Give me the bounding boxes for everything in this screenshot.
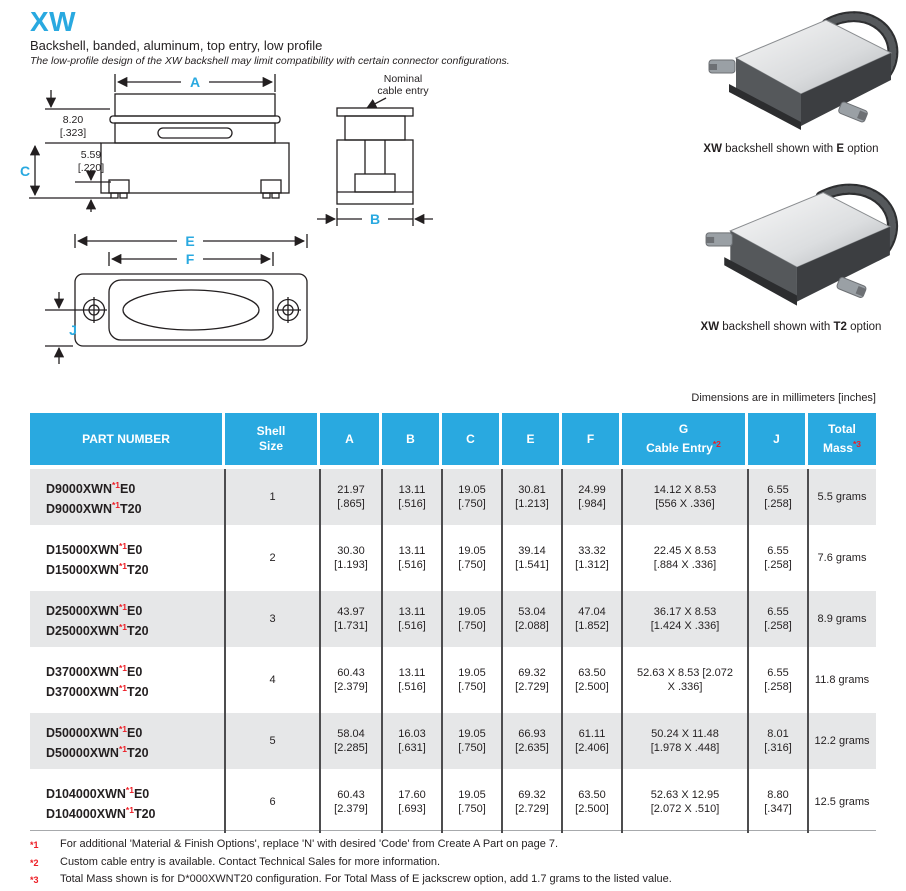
footnote-marker: *1 [30,840,39,850]
table-row [30,774,876,830]
column-divider [381,469,383,833]
dim-j-cell: 6.55 [.258] [764,545,792,571]
dim-c-label: C [19,163,31,179]
table-header [30,413,876,465]
table-row [30,469,876,525]
dim-j-label: J [69,322,77,338]
spec-table [30,413,876,831]
dim-a-label: A [189,74,201,90]
face-view-labels [69,233,195,338]
footnote [30,856,876,871]
dim-j-cell: 8.80 [.347] [764,789,792,815]
total-mass-cell: 12.2 grams [814,735,870,747]
dim-f-cell: 24.99 [.984] [578,484,606,510]
shell-size-cell: 5 [269,735,276,747]
column-divider [621,469,623,833]
part-number-cell: D50000XWN$^{*1}$E0 D50000XWN$^{*1}$T20 [46,723,149,761]
shell-size-cell: 4 [269,674,276,686]
photo-caption-e [676,143,906,155]
part-number-cell: D9000XWN$^{*1}$E0 D9000XWN$^{*1}$T20 [46,479,142,517]
header-shell-size: Shell Size [225,413,320,465]
cable-entry-cell: 14.12 X 8.53 [556 X .336] [653,484,717,510]
part-number-cell: D15000XWN$^{*1}$E0 D15000XWN$^{*1}$T20 [46,540,149,578]
column-divider [747,469,749,833]
shell-size-cell: 3 [269,613,276,625]
dim-559-mm: 5.59 [80,149,102,161]
column-divider [561,469,563,833]
caption-bold: T2 [833,321,847,333]
compatibility-note: The low-profile design of the XW backshell may limit compatibility with certain connector configurations. [30,55,510,67]
total-mass-cell: 7.6 grams [817,552,867,564]
dim-559-in: [.220] [77,162,105,174]
cable-entry-cell: 36.17 X 8.53 [1.424 X .336] [650,606,720,632]
footnote-text: Custom cable entry is available. Contact Technical Sales for more information. [60,855,441,868]
dim-c-cell: 19.05 [.750] [458,667,486,693]
header-f: F [562,413,622,465]
dim-a-cell: 60.43 [2.379] [334,789,368,815]
dim-a-cell: 58.04 [2.285] [334,728,368,754]
dim-b-label: B [369,211,381,227]
column-divider [807,469,809,833]
shell-size-cell: 2 [269,552,276,564]
units-note: Dimensions are in millimeters [inches] [691,392,876,404]
header-j: J [748,413,808,465]
side-view-drawing [29,74,289,212]
dim-c-cell: 19.05 [.750] [458,789,486,815]
dim-b-cell: 13.11 [.516] [398,667,426,693]
table-body [30,469,876,831]
dim-b-cell: 17.60 [.693] [398,789,426,815]
column-divider [224,469,226,833]
dim-a-cell: 30.30 [1.193] [334,545,368,571]
dim-b-cell: 13.11 [.516] [398,545,426,571]
total-mass-cell: 11.8 grams [814,674,870,686]
cable-entry-cell: 52.63 X 12.95 [2.072 X .510] [650,789,720,815]
total-mass-cell: 8.9 grams [817,613,867,625]
dim-c-cell: 19.05 [.750] [458,545,486,571]
cable-entry-cell: 50.24 X 11.48 [1.978 X .448] [650,728,720,754]
part-number-cell: D25000XWN$^{*1}$E0 D25000XWN$^{*1}$T20 [46,601,149,639]
face-view-drawing [45,234,307,364]
header-c: C [442,413,502,465]
caption-text: backshell shown with [719,321,834,333]
side-view-labels [20,74,200,179]
technical-drawings [15,62,485,372]
dim-a-cell: 60.43 [2.379] [334,667,368,693]
dim-j-cell: 6.55 [.258] [764,606,792,632]
dim-e-cell: 53.04 [2.088] [515,606,549,632]
dim-e-cell: 66.93 [2.635] [515,728,549,754]
total-mass-cell: 5.5 grams [817,491,867,503]
caption-bold: E [836,143,845,155]
dim-c-cell: 19.05 [.750] [458,484,486,510]
dim-e-cell: 30.81 [1.213] [515,484,549,510]
caption-text: option [846,321,882,333]
dim-820-in: [.323] [59,127,87,139]
shell-size-cell: 1 [269,491,276,503]
table-row [30,530,876,586]
page-title: XW [30,6,77,37]
part-number-cell: D37000XWN$^{*1}$E0 D37000XWN$^{*1}$T20 [46,662,149,700]
column-divider [319,469,321,833]
dim-e-cell: 39.14 [1.541] [515,545,549,571]
cable-entry-label-2: cable entry [377,85,429,97]
dim-f-cell: 61.11 [2.406] [575,728,609,754]
dim-j-cell: 8.01 [.316] [764,728,792,754]
header-b: B [382,413,442,465]
dim-a-cell: 43.97 [1.731] [334,606,368,632]
table-row [30,591,876,647]
dim-b-cell: 16.03 [.631] [398,728,426,754]
caption-text: backshell shown with [721,143,837,155]
dim-820-mm: 8.20 [62,114,84,126]
table-row [30,652,876,708]
cable-entry-cell: 52.63 X 8.53 [2.072 X .336] [636,667,734,693]
caption-text: option [844,143,879,155]
header-total-mass: Total Mass$^{*3}$ [808,413,876,465]
dim-b-cell: 13.11 [.516] [398,606,426,632]
footnote [30,838,876,853]
dim-f-cell: 47.04 [1.852] [575,606,609,632]
dim-e-cell: 69.32 [2.729] [515,789,549,815]
shell-size-cell: 6 [269,796,276,808]
dim-j-cell: 6.55 [.258] [764,667,792,693]
footnote-marker: *2 [30,857,39,868]
cable-entry-drawing [317,98,433,226]
dim-f-cell: 63.50 [2.500] [575,667,609,693]
footnote-text: For additional 'Material & Finish Options', replace 'N' with desired 'Code' from Create A Part on page 7. [60,838,559,850]
page-subtitle: Backshell, banded, aluminum, top entry, low profile [30,38,323,53]
header-part-number: PART NUMBER [30,413,225,465]
caption-bold: XW [703,143,722,155]
dim-e-label: E [185,233,195,249]
part-number-cell: D104000XWN$^{*1}$E0 D104000XWN$^{*1}$T20 [46,784,156,822]
dim-a-cell: 21.97 [.865] [337,484,365,510]
cable-entry-cell: 22.45 X 8.53 [.884 X .336] [653,545,717,571]
column-divider [441,469,443,833]
footnote-text: Total Mass shown is for D*000XWNT20 configuration. For Total Mass of E jackscrew option, add 1.7 grams to the listed value. [60,873,672,885]
dim-c-cell: 19.05 [.750] [458,606,486,632]
table-row [30,713,876,769]
header-e: E [502,413,562,465]
dim-b-cell: 13.11 [.516] [398,484,426,510]
photo-caption-t2 [676,321,906,333]
dim-f-cell: 63.50 [2.500] [575,789,609,815]
dim-e-cell: 69.32 [2.729] [515,667,549,693]
header-a: A [320,413,382,465]
header-g-cable-entry: G Cable Entry$^{*2}$ [622,413,748,465]
product-photo-t2 [700,172,902,314]
product-photo-e [700,8,902,138]
footnotes [30,838,876,891]
dim-f-cell: 33.32 [1.312] [575,545,609,571]
column-divider [501,469,503,833]
dim-j-cell: 6.55 [.258] [764,484,792,510]
dim-c-cell: 19.05 [.750] [458,728,486,754]
total-mass-cell: 12.5 grams [814,796,870,808]
footnote [30,873,876,888]
footnote-marker: *3 [30,875,39,885]
dim-f-label: F [185,251,195,267]
caption-bold: XW [700,321,720,333]
cable-entry-label-1: Nominal [383,73,423,85]
